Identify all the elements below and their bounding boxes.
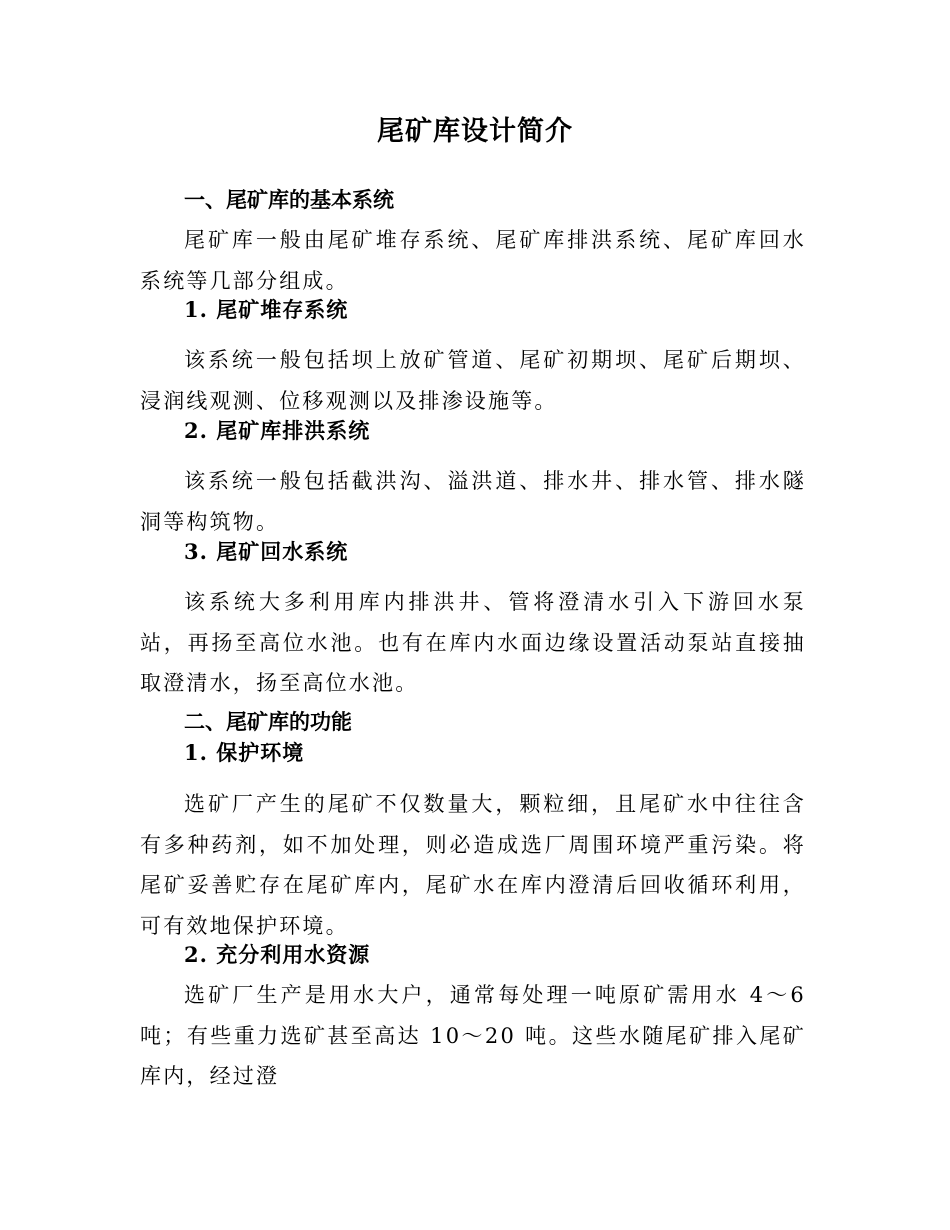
subheading-water-resources: 2. 充分利用水资源 [184, 942, 371, 967]
subheading-flood-discharge-system: 2. 尾矿库排洪系统 [184, 418, 371, 443]
section-heading-basic-systems: 一、尾矿库的基本系统 [184, 187, 394, 212]
paragraph-water-resources: 选矿厂生产是用水大户，通常每处理一吨原矿需用水 4～6 吨；有些重力选矿甚至高达 10～20 吨。这些水随尾矿排入尾矿库内，经过澄 [140, 983, 806, 1089]
document-title: 尾矿库设计简介 [377, 116, 573, 147]
paragraph-water-return-system: 该系统大多利用库内排洪井、管将澄清水引入下游回水泵站，再扬至高位水池。也有在库内水面边缘设置活动泵站直接抽取澄清水，扬至高位水池。 [140, 590, 806, 696]
subheading-protect-environment: 1. 保护环境 [184, 740, 305, 765]
subheading-storage-system: 1. 尾矿堆存系统 [184, 297, 349, 322]
section-intro-paragraph: 尾矿库一般由尾矿堆存系统、尾矿库排洪系统、尾矿库回水系统等几部分组成。 [140, 228, 806, 293]
paragraph-storage-system: 该系统一般包括坝上放矿管道、尾矿初期坝、尾矿后期坝、浸润线观测、位移观测以及排渗设施等。 [140, 348, 806, 413]
paragraph-flood-discharge-system: 该系统一般包括截洪沟、溢洪道、排水井、排水管、排水隧洞等构筑物。 [140, 469, 806, 534]
section-heading-functions: 二、尾矿库的功能 [184, 709, 352, 734]
subheading-water-return-system: 3. 尾矿回水系统 [184, 539, 349, 564]
paragraph-protect-environment: 选矿厂产生的尾矿不仅数量大，颗粒细，且尾矿水中往往含有多种药剂，如不加处理，则必造成选厂周围环境严重污染。将尾矿妥善贮存在尾矿库内，尾矿水在库内澄清后回收循环利用，可有效地保护环境。 [140, 792, 806, 938]
